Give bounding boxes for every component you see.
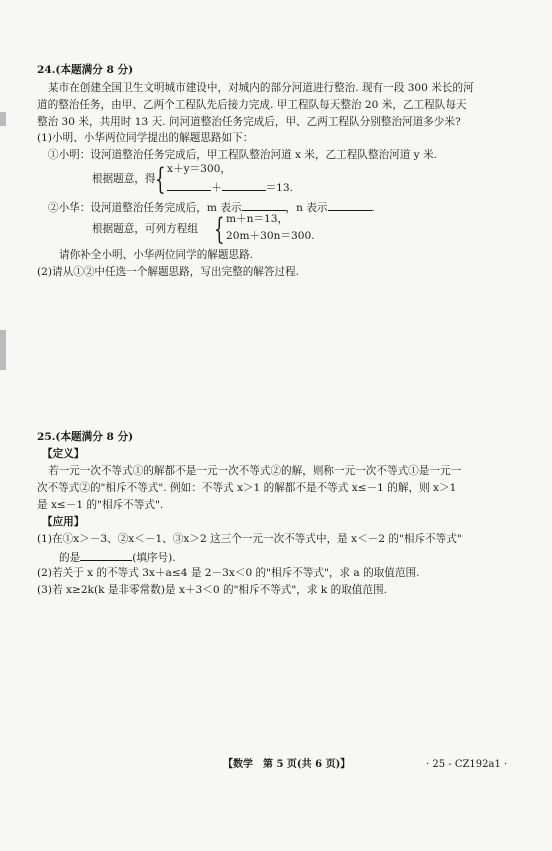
q24-stem-line: 整治 30 米，共用时 13 天. 问河道整治任务完成后，甲、乙两工程队分别整治河道多少米? [37, 116, 461, 128]
answer-blank[interactable] [80, 550, 132, 561]
q24-header: 24.(本题满分 8 分) [37, 64, 134, 76]
q24-xiaoming-system [155, 163, 355, 197]
answer-blank[interactable] [167, 180, 211, 191]
equals-13: ＝13. [265, 182, 294, 194]
q25-definition-line: 若一元一次不等式①的解都不是一元一次不等式②的解，则称一元一次不等式①是一元一 [48, 465, 462, 477]
q24-xiaoming-eq1: x＋y＝300， [167, 163, 231, 175]
answer-blank[interactable] [222, 180, 266, 191]
q24-xiaoming-setup: ①小明：设河道整治任务完成后，甲工程队整治河道 x 米，乙工程队整治河道 y 米. [48, 149, 437, 161]
q24-xiaohua-text: ，n 表示 [285, 202, 328, 214]
q24-xiaohua-text: . [371, 202, 375, 214]
q25-definition-title: 【定义】 [42, 448, 85, 460]
q24-xiaohua-eq1: m＋n＝13， [226, 213, 289, 225]
q25-header: 25.(本题满分 8 分) [37, 431, 134, 443]
q24-xiaohua-system [214, 213, 354, 247]
brace-icon: { [155, 162, 166, 197]
scan-edge-mark [0, 112, 6, 126]
q25-part3: (3)若 x≥2k(k 是非零常数)是 x＋3＜0 的"相斥不等式"，求 k 的取值范围. [37, 584, 387, 596]
q25-part1-text: (填序号). [132, 552, 176, 564]
q25-definition-line: 次不等式②的"相斥不等式". 例如：不等式 x＞1 的解都不是不等式 x≤－1 的解，则 x＞1 [37, 482, 457, 494]
q24-stem-line: 道的整治任务，由甲、乙两个工程队先后接力完成. 甲工程队每天整治 20 米，乙工程队每天 [37, 99, 467, 111]
brace-icon: { [214, 212, 225, 247]
q24-xiaohua-eq2: 20m＋30n＝300. [226, 230, 315, 242]
q24-xiaoming-eq2 [167, 180, 293, 196]
answer-blank-n[interactable] [328, 200, 372, 211]
q24-part1-tail: 请你补全小明、小华两位同学的解题思路. [59, 249, 254, 261]
q24-xiaohua-text: ②小华：设河道整治任务完成后，m 表示 [48, 202, 242, 214]
q24-stem-line: 某市在创建全国卫生文明城市建设中，对城内的部分河道进行整治. 现有一段 300 米长的河 [48, 82, 474, 94]
q25-part1-cont [59, 550, 176, 566]
q25-part2: (2)若关于 x 的不等式 3x＋a≤4 是 2－3x＜0 的"相斥不等式"，求 a 的取值范围. [37, 567, 420, 579]
scan-edge-mark [0, 330, 6, 370]
answer-blank-m[interactable] [242, 200, 286, 211]
q25-part1: (1)在①x＞－3、②x＜－1、③x＞2 这三个一元一次不等式中，是 x＜－2 的"相斥不等式" [37, 533, 462, 545]
q25-definition-line: 是 x≤－1 的"相斥不等式". [37, 499, 164, 511]
q25-part1-text: 的是 [59, 552, 81, 564]
q24-part1-intro: (1)小明、小华两位同学提出的解题思路如下： [37, 132, 254, 144]
q24-xiaoming-prefix: 根据题意，得 [92, 173, 156, 185]
plus-sign: ＋ [211, 182, 222, 194]
q24-xiaohua-prefix: 根据题意，可列方程组 [92, 223, 198, 235]
q24-part2: (2)请从①②中任选一个解题思路，写出完整的解答过程. [37, 266, 300, 278]
q25-application-title: 【应用】 [42, 516, 85, 528]
page-footer-code: · 25 - CZ192a1 · [426, 759, 508, 770]
page-footer-center: 【数学 第 5 页(共 6 页)】 [223, 759, 351, 770]
